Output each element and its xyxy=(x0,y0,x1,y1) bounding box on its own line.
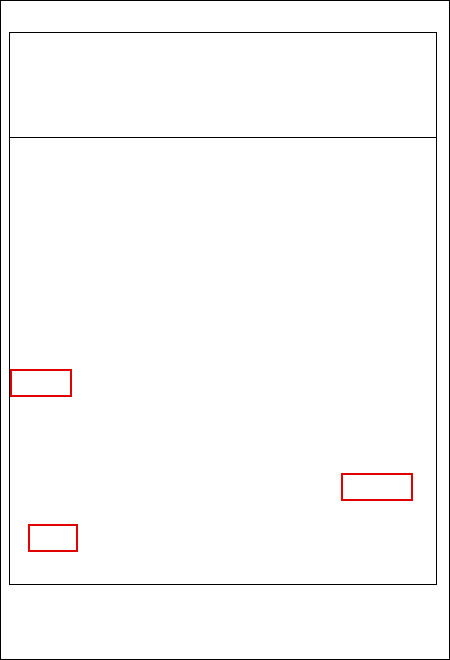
oat-callout xyxy=(28,524,78,552)
pressure-altitude-callout xyxy=(10,369,72,397)
gross-weight-callout xyxy=(341,473,413,501)
